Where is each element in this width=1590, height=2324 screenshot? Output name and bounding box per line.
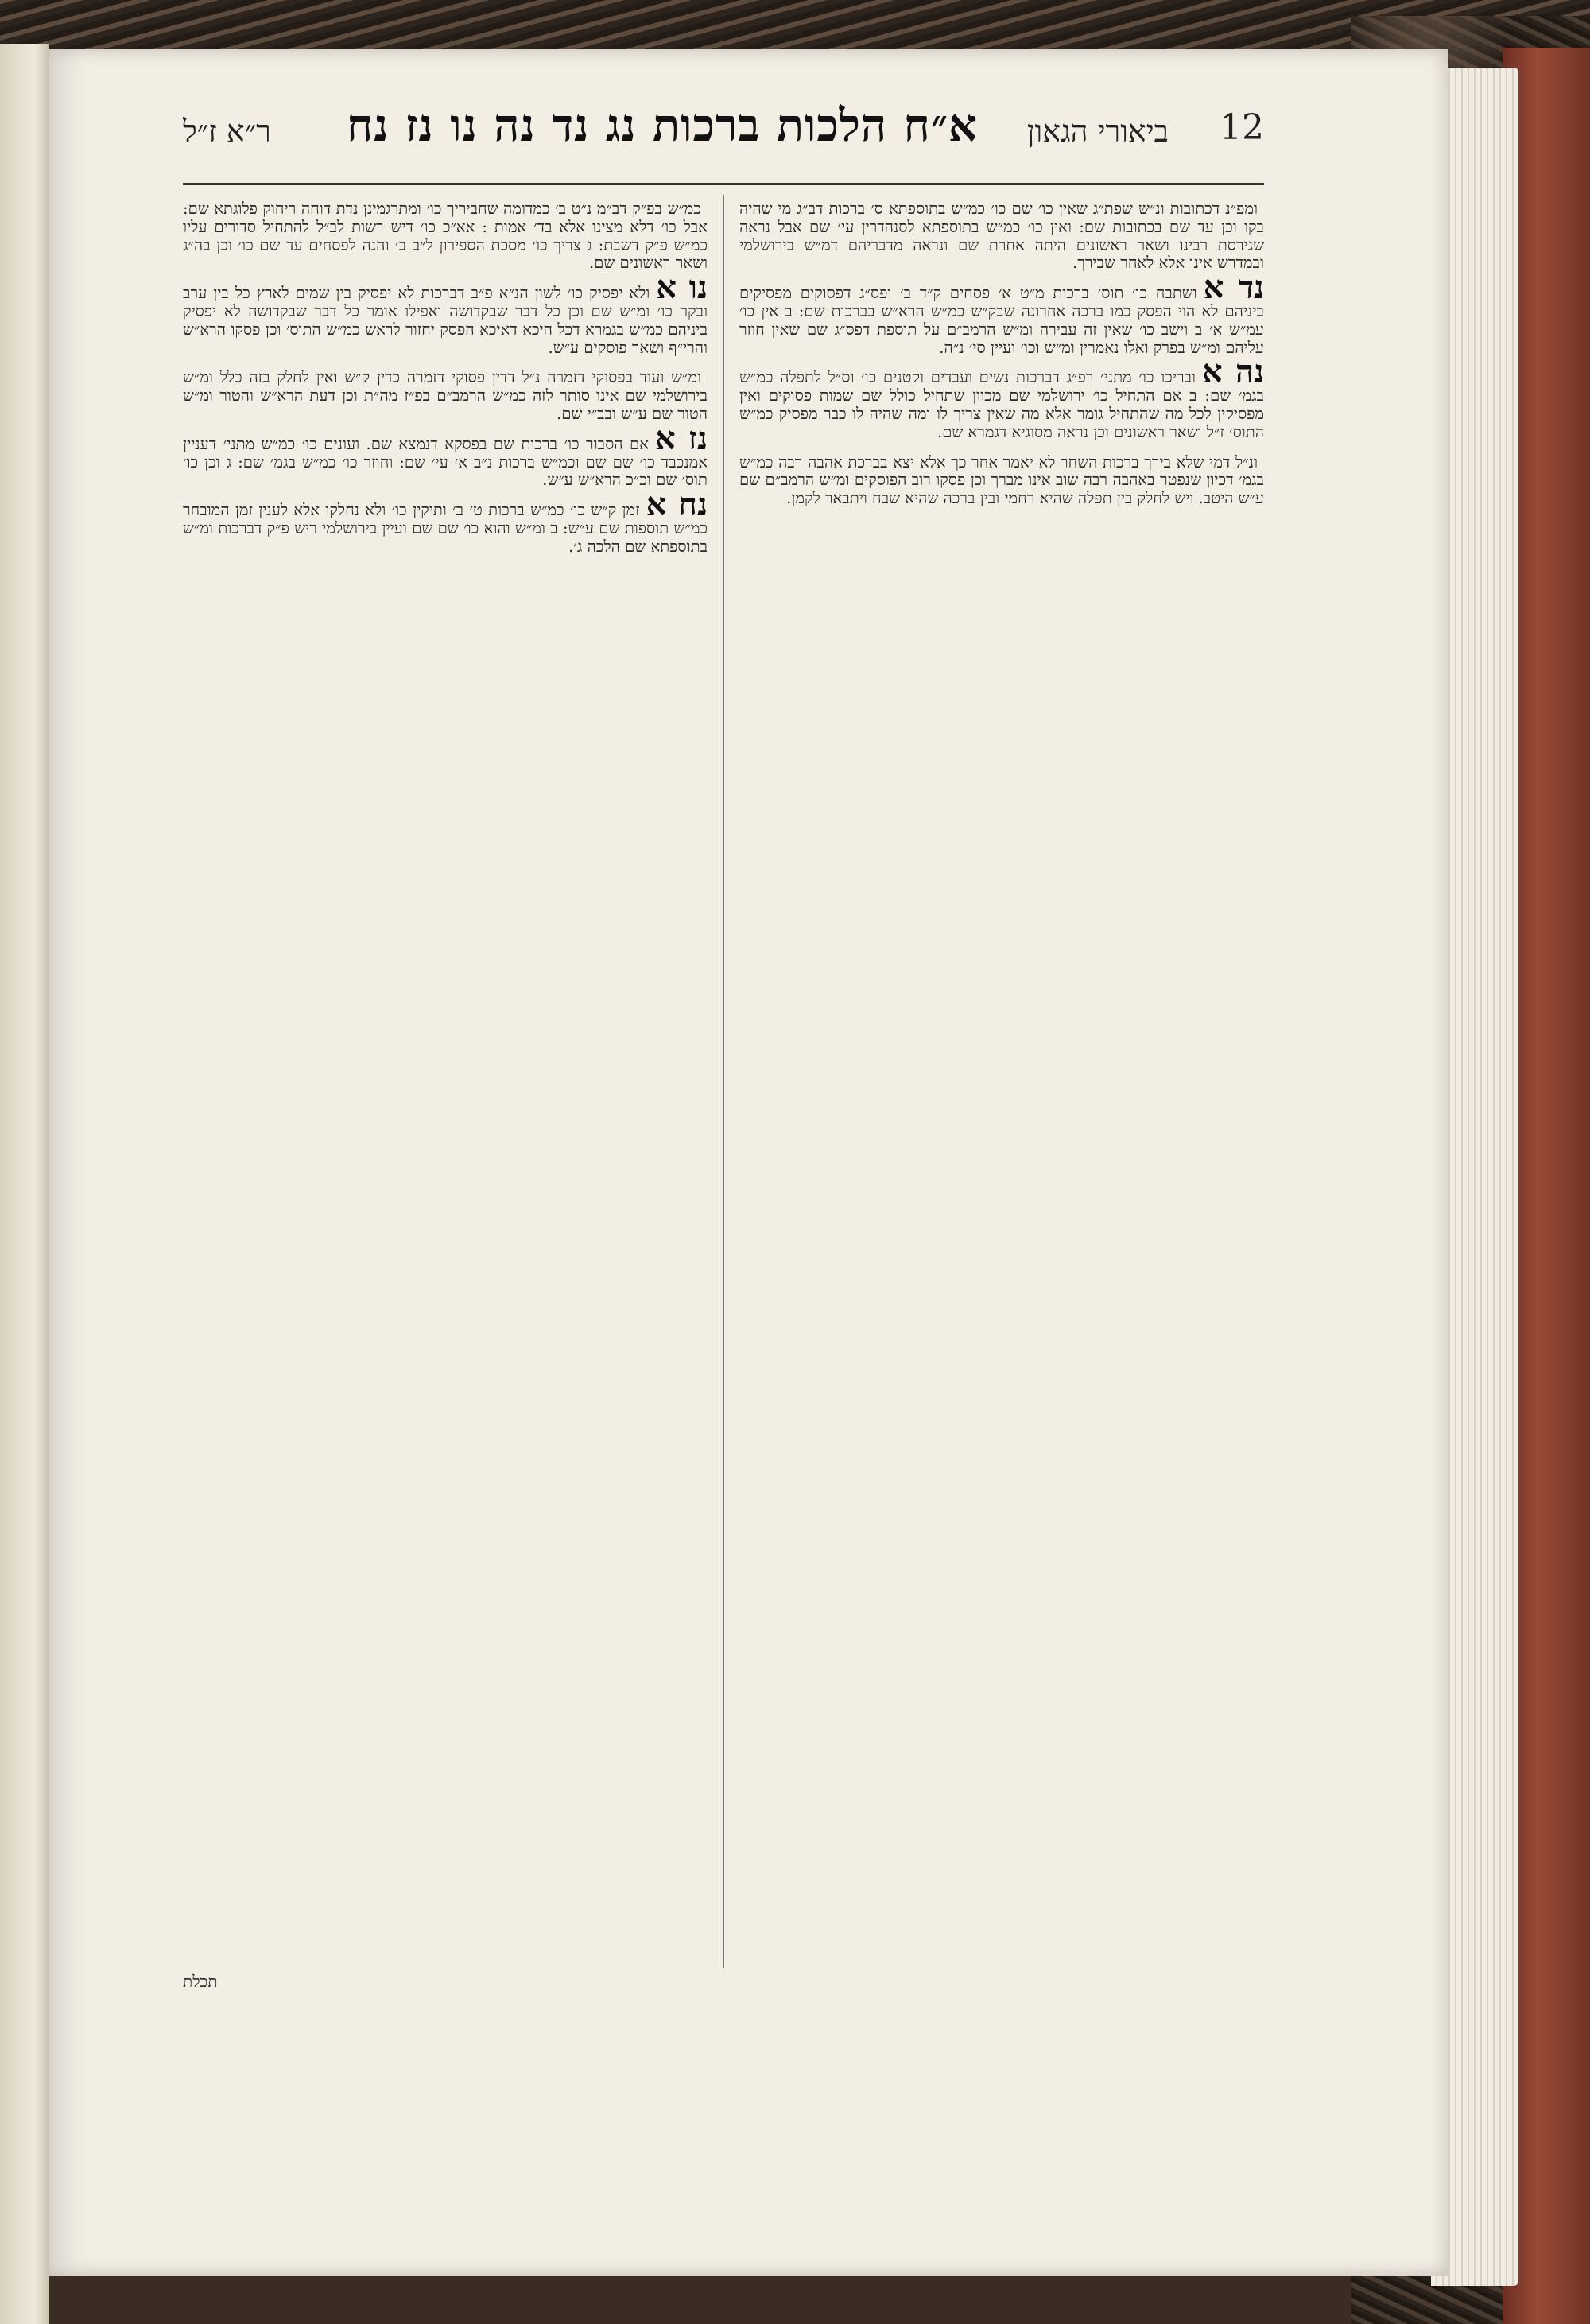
paragraph [183, 486, 708, 556]
paragraph [183, 363, 708, 423]
paragraph [739, 353, 1264, 441]
side-label: ר״א ז״ל [183, 114, 271, 149]
paragraph-text: זמן ק״ש כו׳ כמ״ש ברכות ט׳ ב׳ ותיקין כו׳ ולא נחלקו אלא לענין זמן המובחר כמ״ש תוספות שם ע״ש: ב ומ״ש והוא כו׳ שם שם ועיין בירושלמי ריש פ״ק דברכות ומ״ש בתוספתא שם הלכה ג׳. [183, 501, 708, 556]
paragraph [183, 195, 708, 273]
paragraph-text: ולא יפסיק כו׳ לשון הנ״א פ״ב דברכות לא יפסיק בין שמים לארץ כל בין ערב ובקר כו׳ ומ״ש שם וכן כל דבר שבקדושה ואפילו אומר כל דבר שבקדושה לא יפסיק ביניהם כמ״ש בגמרא דכל היכא דאיכא הפסק יחזור לראש כמ״ש התוס׳ וכן פסקו הרא״ש והרי״ף ושאר פוסקים ע״ש. [183, 284, 708, 357]
paragraph-text: ושתבח כו׳ תוס׳ ברכות מ״ט א׳ פסחים ק״ד ב׳ ופס״ג דפסוקים מפסיקים ביניהם לא הוי הפסק כמו ברכה אחרונה שבק״ש כמ״ש הרא״ש בברכות שם: ב אין כו׳ עמ״ש א׳ ב וישב כו׳ שאין זה עבירה ומ״ש הרמב״ם על תוספת דפס״ג שם שאין חוזר עליהם ומ״ש בפרק ואלו נאמרין ומ״ש וכו׳ ועיין סי׳ נ״ה. [739, 284, 1264, 357]
paragraph [183, 419, 708, 490]
running-title: א״ח הלכות ברכות נג נד נה נו נז נח [347, 99, 978, 152]
paragraph-text: כמ״ש בפ״ק דב״מ נ״ט ב׳ כמדומה שחביריך כו׳ ומתרגמינן נדת דוחה ריחוק פלוגתא שם: אבל כו׳ דלא מצינו אלא בד׳ אמות : אא״כ כו׳ דיש רשות לב״ל להתחיל סדורים עליו כמ״ש פ״ק דשבת: ג צריך כו׳ מסכת הספירון ל״ב ב׳ והנה לפסחים עד שם כו׳ וכן בה״ג ושאר ראשונים שם. [183, 200, 708, 273]
section-marker: נז א [654, 419, 708, 457]
left-text-column [183, 195, 708, 1968]
page-number: 12 [1220, 107, 1264, 148]
section-marker: נה א [1201, 353, 1264, 391]
paragraph-text: אם הסבור כו׳ ברכות שם בפסקא דנמצא שם. ועונים כו׳ כמ״ש מתני׳ דעניין אמנכבד כו׳ שם שם וכמ״ש ברכות נ״ב א׳ עי׳ שם: וחוזר כו׳ כמ״ש בגמ׳ שם: ג וכן כו׳ תוס׳ שם וכ״כ הרא״ש ע״ש. [183, 434, 708, 490]
page-header [183, 99, 1264, 171]
facing-page-edge [0, 44, 49, 2324]
section-marker: נו א [656, 269, 708, 307]
section-marker: נח א [646, 486, 708, 524]
header-rule [183, 183, 1264, 185]
paragraph-text: ומפ״נ דכתובות ונ״ש שפת״ג שאין כו׳ שם כו׳ כמ״ש בתוספתא ס׳ ברכות דב״ג מי שהיה בקו וכן עד שם בכתובות שם: ואין כו׳ כמ״ש בתוספתא לסנהדרין עי׳ שם אבל נראה שגירסת רבינו ושאר ראשונים היתה אחרת שם ונראה מדבריהם דמ״ש בירושלמי ובמדרש אינו אלא לאחר שבירך. [739, 200, 1264, 273]
column-divider [723, 195, 724, 1968]
paragraph [739, 448, 1264, 508]
paragraph [183, 269, 708, 357]
paragraph-text: ומ״ש ועוד בפסוקי דזמרה נ״ל דדין פסוקי דזמרה כדין ק״ש ואין לחלק בזה כלל ומ״ש בירושלמי שם אינו סותר לזה כמ״ש הרמב״ם בפ״ז מה״ת וכן דעת הרא״ש והטור ומ״ש הטור שם ע״ש ובב״י שם. [183, 368, 708, 423]
section-marker: נד א [1203, 269, 1264, 307]
paragraph [739, 269, 1264, 357]
paragraph-text: ונ״ל דמי שלא בירך ברכות השחר לא יאמר אחר כך אלא יצא בברכת אהבה רבה כמ״ש בגמ׳ דכיון שנפטר באהבה רבה שוב אינו מברך וכן פסקו רוב הפוסקים ומ״ש הרמב״ם שם ע״ש היטב. ויש לחלק בין תפלה שהיא רחמי ובין ברכה שהיא שבח ויתבאר לקמן. [739, 452, 1264, 508]
commentary-title: ביאורי הגאון [1026, 114, 1169, 149]
right-text-column [739, 195, 1264, 1968]
catchword: תכלת [183, 1972, 218, 1991]
paragraph [739, 195, 1264, 273]
paragraph-text: ובריכו כו׳ מתני׳ רפ״ג דברכות נשים ועבדים וקטנים כו׳ וס״ל לתפלה כמ״ש בגמ׳ שם: ב אם התחיל כו׳ ירושלמי שם מכוון שתחיל כולל שם שמות פסוקים ואין מפסיקין לכל מה שהתחיל גומר אלא מה שאין צריך לו ומה שהיה לו כבר מפסיק כמ״ש התוס׳ ז״ל ושאר ראשונים וכן נראה מסוגיא דגמרא שם. [739, 368, 1264, 441]
